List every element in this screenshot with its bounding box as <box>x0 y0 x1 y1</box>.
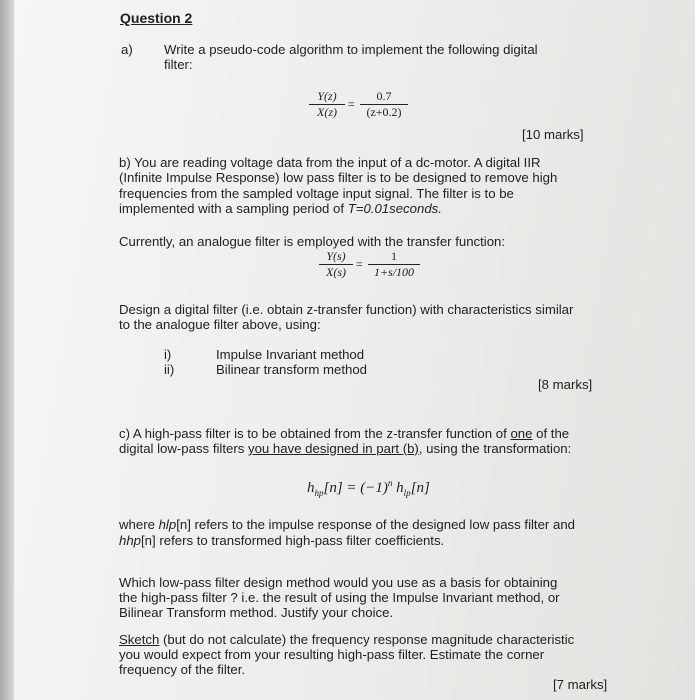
part-c-question-2: the high-pass filter ? i.e. the result of using the Impulse Invariant method, or <box>119 590 560 605</box>
part-b-line-4: implemented with a sampling period of T=0.01seconds. <box>119 201 442 216</box>
part-a-line-2: filter: <box>164 57 193 72</box>
part-a-line-1: Write a pseudo-code algorithm to implement the following digital <box>164 42 538 57</box>
part-b-line-3: frequencies from the sampled voltage input signal. The filter is to be <box>119 186 514 201</box>
part-b-line-6: Design a digital filter (i.e. obtain z-transfer function) with characteristics similar <box>119 302 574 317</box>
part-c-line-2: digital low-pass filters you have designed in part (b), using the transformation: <box>119 441 572 456</box>
part-b-equals: = <box>356 257 363 271</box>
part-b-rhs-fraction: $\frac{1}{1+s/100}$ <box>368 249 420 280</box>
part-b-line-1: b) You are reading voltage data from the input of a dc-motor. A digital IIR <box>119 155 541 170</box>
part-c-where-1: where hlp[n] refers to the impulse response of the designed low pass filter and <box>119 517 575 532</box>
part-a-marks: [10 marks] <box>522 127 584 142</box>
part-c-line-1: c) A high-pass filter is to be obtained from the z-transfer function of one of the <box>119 426 570 441</box>
part-c-sketch-3: frequency of the filter. <box>119 662 246 677</box>
part-b-lhs-fraction: $\frac{Y(s)}{X(s)}$ <box>319 249 353 280</box>
transformation-equation: $h_{hp}[n] = (-1)^n$ $h_{lp}[n]$ <box>307 478 430 498</box>
part-a-rhs-fraction: $\frac{0.7}{(z+0.2)}$ <box>360 89 408 120</box>
list-item-text: Impulse Invariant method <box>216 347 365 362</box>
part-c-where-2: hhp[n] refers to transformed high-pass filter coefficients. <box>119 533 445 548</box>
part-b-line-7: to the analogue filter above, using: <box>119 317 321 332</box>
part-c-question-3: Bilinear Transform method. Justify your choice. <box>119 605 394 620</box>
list-item-number: i) <box>164 347 172 362</box>
part-a-lhs-fraction: $\frac{Y(z)}{X(z)}$ <box>309 89 345 120</box>
part-a-label: a) <box>121 42 133 57</box>
part-c-marks: [7 marks] <box>553 677 608 692</box>
list-item-number: ii) <box>164 362 175 377</box>
page-edge-shadow <box>0 0 14 700</box>
part-b-marks: [8 marks] <box>538 377 593 392</box>
question-heading: Question 2 <box>120 10 193 26</box>
part-a-equals: = <box>348 97 355 111</box>
part-c-sketch-2: you would expect from your resulting high-pass filter. Estimate the corner <box>119 647 545 662</box>
part-b-line-2: (Infinite Impulse Response) low pass filter is to be designed to remove high <box>119 170 558 185</box>
part-c-sketch-1: Sketch (but do not calculate) the frequency response magnitude characteristic <box>119 632 575 647</box>
part-b-line-5: Currently, an analogue filter is employed with the transfer function: <box>119 234 506 249</box>
part-c-question-1: Which low-pass filter design method would you use as a basis for obtaining <box>119 575 558 590</box>
list-item-text: Bilinear transform method <box>216 362 367 377</box>
